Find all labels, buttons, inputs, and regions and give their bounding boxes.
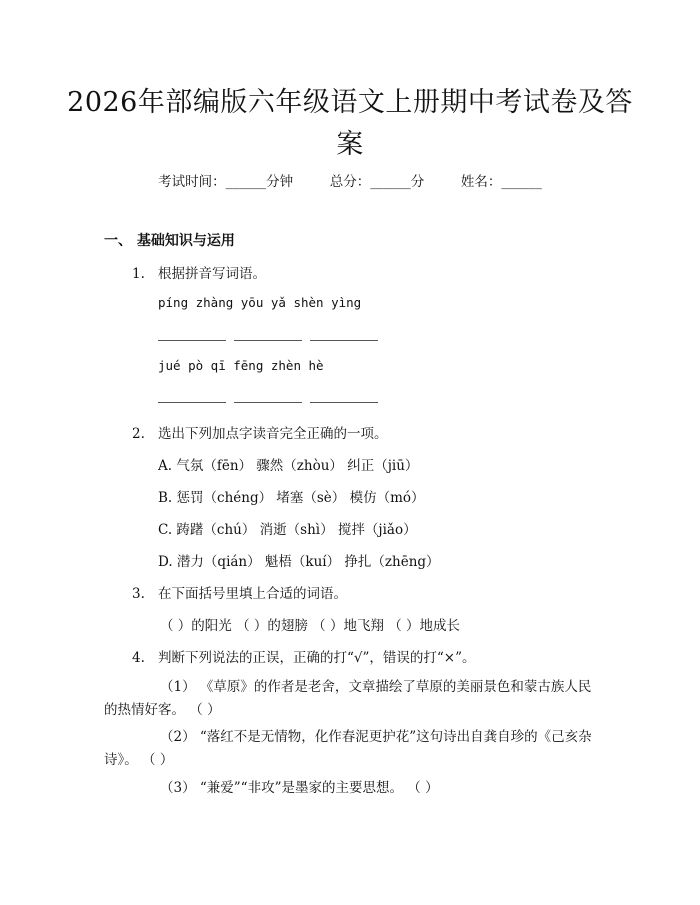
- name-label: 姓名：: [460, 174, 502, 190]
- question-2: [132, 422, 388, 442]
- time-blank: ______: [225, 174, 267, 190]
- question-number: 2.: [132, 426, 145, 442]
- question-number: 4.: [132, 650, 145, 666]
- pinyin-row-1: píng zhàng yōu yǎ shèn yìng: [158, 295, 362, 310]
- name-blank: ______: [501, 174, 542, 190]
- page-title: 2026年部编版六年级语文上册期中考试卷及答案: [67, 87, 633, 160]
- question-text: 选出下列加点字读音完全正确的一项。: [158, 426, 388, 442]
- option-c: C. 踌躇（chú） 消逝（shì） 搅拌（jiǎo）: [158, 522, 417, 538]
- answer-blank[interactable]: [310, 340, 378, 341]
- answer-blank[interactable]: [310, 402, 378, 403]
- question-number: 3.: [132, 586, 145, 602]
- answer-blank[interactable]: [158, 402, 226, 403]
- question-4: [132, 646, 476, 666]
- judge-item-3: （3） “兼爱”“非攻”是墨家的主要思想。 （ ）: [160, 780, 439, 796]
- question-text: 在下面括号里填上合适的词语。: [158, 586, 347, 602]
- answer-blank[interactable]: [158, 340, 226, 341]
- question-text: 判断下列说法的正误，正确的打“√”，错误的打“×”。: [158, 650, 476, 666]
- question-number: 1.: [132, 266, 145, 282]
- score-unit: 分: [410, 174, 425, 190]
- answer-blank[interactable]: [234, 340, 302, 341]
- time-label: 考试时间：: [158, 174, 226, 190]
- option-d: D. 潜力（qián） 魁梧（kuí） 挣扎（zhēng）: [158, 554, 440, 570]
- judge-item-2: （2） “落红不是无情物，化作春泥更护花”这句诗出自龚自珍的《己亥杂诗》。 （ ）: [104, 729, 592, 768]
- question-text: 根据拼音写词语。: [158, 266, 266, 282]
- fill-in-line: （ ）的阳光 （ ）的翅膀 （ ）地飞翔 （ ）地成长: [160, 618, 461, 634]
- score-label: 总分：: [329, 174, 371, 190]
- answer-blank[interactable]: [234, 402, 302, 403]
- time-unit: 分钟: [266, 174, 294, 190]
- question-1: [132, 262, 266, 282]
- option-a: A. 气氛（fēn） 骤然（zhòu） 纠正（jiū）: [158, 458, 419, 474]
- judge-item-1: （1） 《草原》的作者是老舍，文章描绘了草原的美丽景色和蒙古族人民的热情好客。 （ ）: [104, 679, 592, 718]
- option-b: B. 惩罚（chéng） 堵塞（sè） 模仿（mó）: [158, 490, 425, 506]
- question-3: [132, 582, 347, 602]
- section-heading: 一、 基础知识与运用: [104, 233, 235, 249]
- score-blank: ______: [370, 174, 411, 190]
- exam-info: [0, 170, 700, 190]
- pinyin-row-2: jué pò qī fēng zhèn hè: [158, 358, 324, 373]
